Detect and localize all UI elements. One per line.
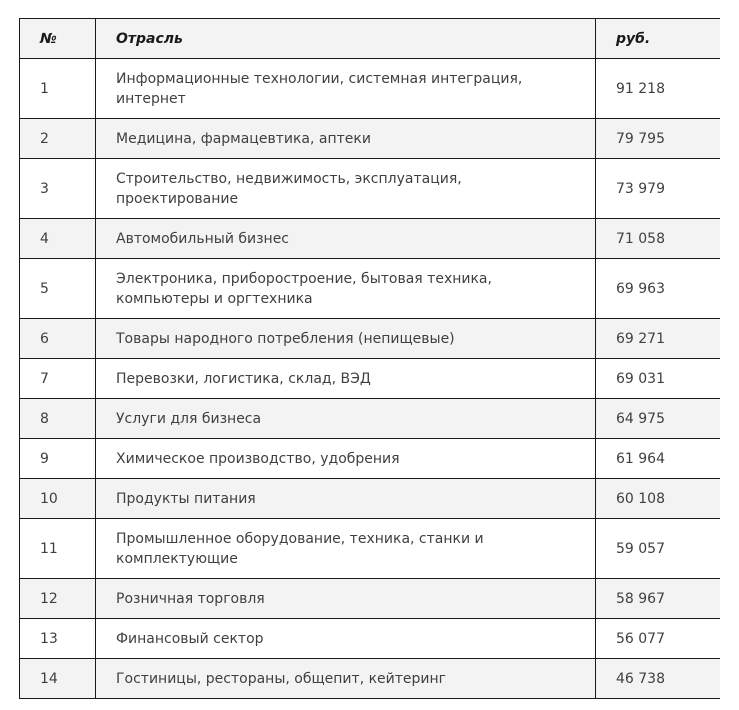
row-industry: Химическое производство, удобрения — [96, 439, 596, 479]
table-row — [20, 519, 720, 579]
row-industry: Информационные технологии, системная интеграция, интернет — [96, 59, 596, 119]
row-number: 14 — [20, 659, 96, 699]
salary-table-container — [19, 18, 719, 699]
row-rub: 73 979 — [596, 159, 720, 219]
row-number: 2 — [20, 119, 96, 159]
row-rub: 61 964 — [596, 439, 720, 479]
row-number: 5 — [20, 259, 96, 319]
table-row — [20, 579, 720, 619]
row-industry: Товары народного потребления (непищевые) — [96, 319, 596, 359]
row-rub: 69 963 — [596, 259, 720, 319]
row-number: 6 — [20, 319, 96, 359]
row-industry: Строительство, недвижимость, эксплуатация, проектирование — [96, 159, 596, 219]
salary-by-industry-table — [19, 18, 720, 699]
row-rub: 58 967 — [596, 579, 720, 619]
row-number: 1 — [20, 59, 96, 119]
table-row — [20, 319, 720, 359]
row-rub: 79 795 — [596, 119, 720, 159]
row-rub: 69 271 — [596, 319, 720, 359]
table-row — [20, 119, 720, 159]
row-rub: 59 057 — [596, 519, 720, 579]
row-rub: 46 738 — [596, 659, 720, 699]
row-rub: 60 108 — [596, 479, 720, 519]
row-rub: 56 077 — [596, 619, 720, 659]
row-industry: Автомобильный бизнес — [96, 219, 596, 259]
row-industry: Перевозки, логистика, склад, ВЭД — [96, 359, 596, 399]
row-rub: 71 058 — [596, 219, 720, 259]
table-row — [20, 439, 720, 479]
table-row — [20, 259, 720, 319]
table-row — [20, 159, 720, 219]
row-industry: Электроника, приборостроение, бытовая техника, компьютеры и оргтехника — [96, 259, 596, 319]
row-industry: Финансовый сектор — [96, 619, 596, 659]
row-industry: Гостиницы, рестораны, общепит, кейтеринг — [96, 659, 596, 699]
row-number: 11 — [20, 519, 96, 579]
row-industry: Продукты питания — [96, 479, 596, 519]
row-rub: 64 975 — [596, 399, 720, 439]
table-row — [20, 59, 720, 119]
row-industry: Услуги для бизнеса — [96, 399, 596, 439]
row-rub: 91 218 — [596, 59, 720, 119]
row-industry: Промышленное оборудование, техника, станки и комплектующие — [96, 519, 596, 579]
table-row — [20, 219, 720, 259]
row-number: 10 — [20, 479, 96, 519]
header-industry: Отрасль — [96, 19, 596, 59]
row-number: 12 — [20, 579, 96, 619]
row-number: 3 — [20, 159, 96, 219]
row-number: 7 — [20, 359, 96, 399]
table-header-row — [20, 19, 720, 59]
header-rub: руб. — [596, 19, 720, 59]
row-rub: 69 031 — [596, 359, 720, 399]
table-row — [20, 359, 720, 399]
row-number: 9 — [20, 439, 96, 479]
table-row — [20, 399, 720, 439]
header-number: № — [20, 19, 96, 59]
row-number: 13 — [20, 619, 96, 659]
row-number: 4 — [20, 219, 96, 259]
row-industry: Медицина, фармацевтика, аптеки — [96, 119, 596, 159]
table-row — [20, 659, 720, 699]
table-row — [20, 479, 720, 519]
row-number: 8 — [20, 399, 96, 439]
table-row — [20, 619, 720, 659]
row-industry: Розничная торговля — [96, 579, 596, 619]
